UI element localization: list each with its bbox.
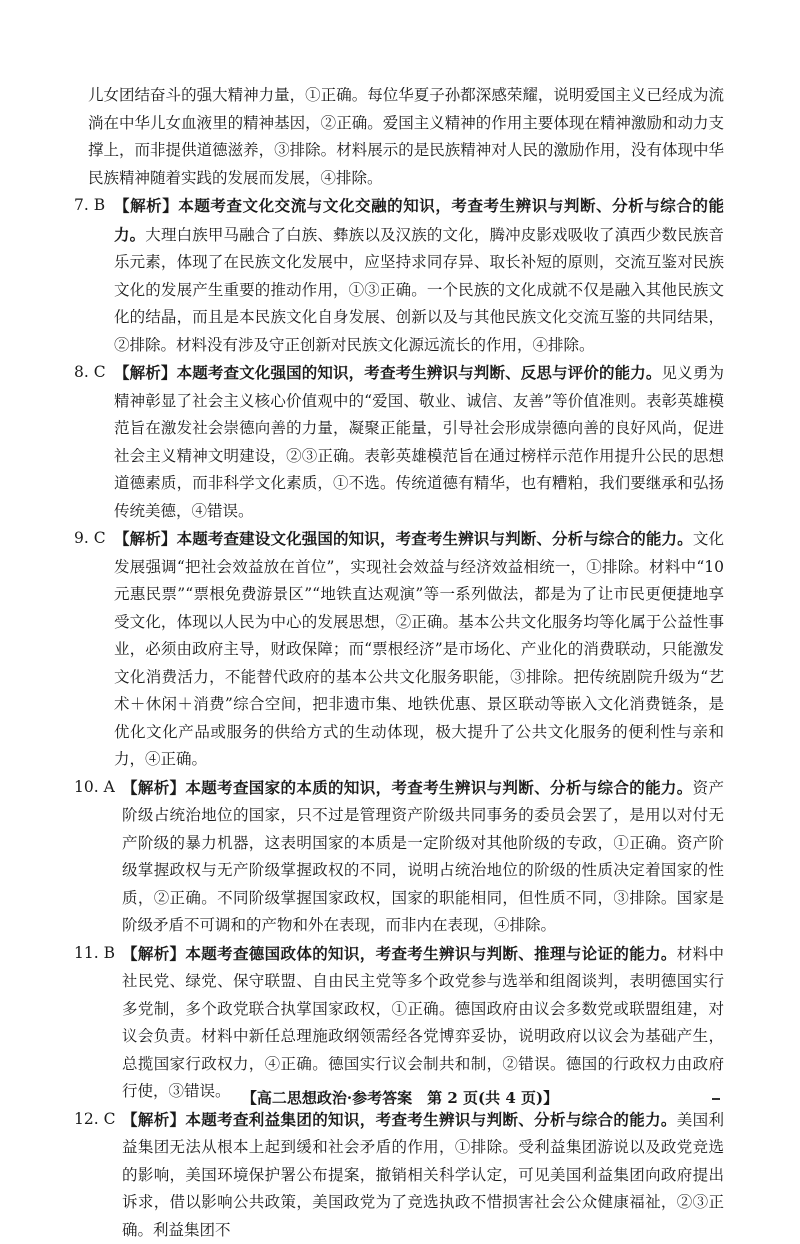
answer-item-9 (88, 525, 724, 774)
answer-item-7 (88, 192, 724, 359)
analysis-text: 大理白族甲马融合了白族、彝族以及汉族的文化，腾冲皮影戏吸收了滇西少数民族音乐元素，体现了在民族文化发展中，应坚持求同存异、取长补短的原则，交流互鉴对民族文化的发展产生重要的推动作用，①③正确。一个民族的文化成就不仅是融入其他民族文化的结晶，而且是本民族文化自身发展、创新以及与其他民族文化交流互鉴的共同结果，②排除。材料没有涉及守正创新对民族文化源远流长的作用，④排除。 (114, 226, 724, 354)
answer-number: 8. C (74, 359, 106, 387)
answer-body (122, 774, 724, 940)
answer-item-10 (88, 774, 724, 940)
answer-body (114, 359, 724, 525)
analysis-label: 【解析】本题考查德国政体的知识，考查考生辨识与判断、推理与论证的能力。 (122, 944, 677, 963)
answer-item-8 (88, 359, 724, 525)
analysis-label: 【解析】本题考查建设文化强国的知识，考查考生辨识与判断、分析与综合的能力。 (114, 529, 693, 548)
analysis-text: 见义勇为精神彰显了社会主义核心价值观中的“爱国、敬业、诚信、友善”等价值准则。表彰英雄模范旨在激发社会崇德向善的力量，凝聚正能量，引导社会形成崇德向善的良好风尚，促进社会主义精神文明建设，②③正确。表彰英雄模范旨在通过榜样示范作用提升公民的思想道德素质，而非科学文化素质，①不选。传统道德有精华，也有糟粕，我们要继承和弘扬传统美德，④错误。 (114, 364, 724, 520)
analysis-label: 【解析】本题考查国家的本质的知识，考查考生辨识与判断、分析与综合的能力。 (122, 778, 693, 797)
intro-text: 儿女团结奋斗的强大精神力量，①正确。每位华夏子孙都深感荣耀，说明爱国主义已经成为流淌在中华儿女血液里的精神基因，②正确。爱国主义精神的作用主要体现在精神激励和动力支撑上，而非提供道德滋养，③排除。材料展示的是民族精神对人民的激励作用，没有体现中华民族精神随着实践的发展而发展，④排除。 (88, 82, 724, 192)
answer-number: 7. B (74, 192, 105, 220)
answer-body (122, 940, 724, 1106)
page-footer: 【高二思想政治·参考答案 第 2 页(共 4 页)】 (0, 1088, 800, 1108)
answer-item-12 (88, 1106, 724, 1244)
footer-mark (712, 1098, 720, 1100)
answer-number: 11. B (74, 940, 115, 968)
analysis-text: 材料中社民党、绿党、保守联盟、自由民主党等多个政党参与选举和组阁谈判，表明德国实行多党制，多个政党联合执掌国家政权，①正确。德国政府由议会多数党或联盟组建，对议会负责。材料中新任总理施政纲领需经各党博弈妥协，说明政府以议会为基础产生，总揽国家行政权力，④正确。德国实行议会制共和制，②错误。德国的行政权力由政府行使，③错误。 (122, 945, 724, 1101)
answer-item-11 (88, 940, 724, 1106)
answer-body (114, 192, 724, 359)
analysis-text: 美国利益集团无法从根本上起到缓和社会矛盾的作用，①排除。受利益集团游说以及政党竞选的影响，美国环境保护署公布提案，撤销相关科学认定，可见美国利益集团向政府提出诉求，借以影响公共政策，美国政党为了竞选执政不惜损害社会公众健康福祉，②③正确。利益集团不 (122, 1111, 724, 1239)
analysis-label: 【解析】本题考查利益集团的知识，考查考生辨识与判断、分析与综合的能力。 (122, 1110, 677, 1129)
answer-body (122, 1106, 724, 1244)
analysis-label: 【解析】本题考查文化交流与文化交融的知识，考查考生辨识与判断、分析与综合的能力。 (114, 196, 724, 244)
analysis-text: 资产阶级占统治地位的国家，只不过是管理资产阶级共同事务的委员会罢了，是用以对付无产阶级的暴力机器，这表明国家的本质是一定阶级对其他阶级的专政，①正确。资产阶级掌握政权与无产阶级掌握政权的不同，说明占统治地位的阶级的性质决定着国家的性质，②正确。不同阶级掌握国家政权，国家的职能相同，但性质不同，③排除。国家是阶级矛盾不可调和的产物和外在表现，而非内在表现，④排除。 (122, 779, 724, 935)
answer-number: 12. C (74, 1106, 115, 1134)
answer-number: 9. C (74, 525, 106, 553)
analysis-text: 文化发展强调“把社会效益放在首位”，实现社会效益与经济效益相统一，①排除。材料中“10元惠民票”“票根免费游景区”“地铁直达观演”等一系列做法，都是为了让市民更便捷地享受文化，体现以人民为中心的发展思想，②正确。基本公共文化服务均等化属于公益性事业，必须由政府主导，财政保障；而“票根经济”是市场化、产业化的消费联动，只能激发文化消费活力，不能替代政府的基本公共文化服务职能，③排除。把传统剧院升级为“艺术＋休闲＋消费”综合空间，把非遗市集、地铁优惠、景区联动等嵌入文化消费链条，是优化文化产品或服务的供给方式的生动体现，极大提升了公共文化服务的便利性与亲和力，④正确。 (114, 530, 724, 768)
analysis-label: 【解析】本题考查文化强国的知识，考查考生辨识与判断、反思与评价的能力。 (114, 363, 662, 382)
intro-paragraph (88, 82, 724, 192)
answer-body (114, 525, 724, 774)
answer-number: 10. A (74, 774, 115, 802)
